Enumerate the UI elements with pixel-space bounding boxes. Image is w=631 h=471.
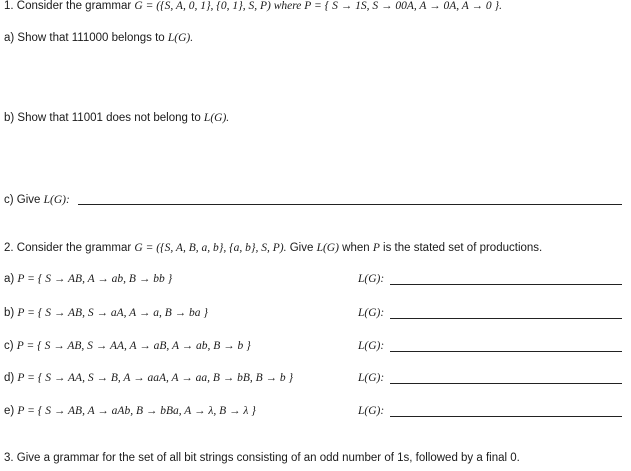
- q1-title-prefix: 1. Consider the grammar: [4, 0, 135, 12]
- q2-item-d: [4, 371, 293, 385]
- q2-item-c-label: c): [4, 340, 17, 352]
- q1-part-c-math: L(G):: [43, 194, 70, 206]
- q2-item-c-productions: P = { S → AB, S → AA, A → aB, A → ab, B → b }: [16, 340, 251, 352]
- q2-item-b-productions: P = { S → AB, S → aA, A → a, B → ba }: [17, 307, 208, 319]
- q2-title: [4, 241, 542, 255]
- q1-part-c: [4, 193, 70, 207]
- q1-grammar-definition: G = ({S, A, 0, 1}, {0, 1}, S, P) where P = { S → 1S, S → 00A, A → 0A, A → 0 }.: [134, 0, 502, 12]
- q2-title-prefix: 2. Consider the grammar: [4, 242, 135, 254]
- q2-item-c-answer-blank[interactable]: [390, 351, 622, 352]
- q1-part-a-text: a) Show that 111000 belongs to: [4, 32, 168, 44]
- q2-item-d-answer-blank[interactable]: [390, 383, 622, 384]
- q2-item-c-lg-label: L(G):: [358, 340, 385, 352]
- q2-title-p: P: [372, 242, 380, 254]
- q2-item-e-answer-blank[interactable]: [390, 416, 622, 417]
- q1-part-c-text: c) Give: [4, 194, 44, 206]
- q3-text: 3. Give a grammar for the set of all bit strings consisting of an odd number of 1s, followed by a final 0.: [4, 452, 520, 464]
- q2-title-suffix: is the stated set of productions.: [379, 242, 543, 254]
- q1-part-b: [4, 111, 229, 125]
- q2-title-mid: Give: [286, 242, 317, 254]
- q2-title-mid2: when: [338, 242, 373, 254]
- q1-part-b-math: L(G).: [203, 112, 230, 124]
- q2-item-a-label: a): [4, 273, 18, 285]
- q2-item-a: [4, 272, 172, 286]
- q2-item-b-label: b): [4, 307, 18, 319]
- q1-part-a-math: L(G).: [167, 32, 194, 44]
- q2-item-b-lg-label: L(G):: [358, 307, 385, 319]
- q2-item-d-productions: P = { S → AA, S → B, A → aaA, A → aa, B → bB, B → b }: [17, 372, 294, 384]
- q1-part-c-answer-blank[interactable]: [78, 204, 622, 205]
- q2-item-a-answer-blank[interactable]: [390, 284, 622, 285]
- q1-title: [4, 0, 502, 13]
- q2-item-a-lg-label: L(G):: [358, 273, 385, 285]
- q2-item-b-answer-blank[interactable]: [390, 318, 622, 319]
- q2-item-c: [4, 339, 251, 353]
- q2-item-a-productions: P = { S → AB, A → ab, B → bb }: [17, 273, 173, 285]
- q2-item-e-label: e): [4, 405, 18, 417]
- q2-item-d-label: d): [4, 372, 18, 384]
- q2-item-e-lg-label: L(G):: [358, 405, 385, 417]
- q2-item-b: [4, 306, 208, 320]
- q2-item-e-productions: P = { S → AB, A → aAb, B → bBa, A → λ, B → λ }: [17, 405, 256, 417]
- q2-title-lg: L(G): [316, 242, 339, 254]
- q1-part-a: [4, 31, 193, 45]
- q2-grammar-definition: G = ({S, A, B, a, b}, {a, b}, S, P).: [134, 242, 287, 254]
- q2-item-e: [4, 404, 256, 418]
- q2-item-d-lg-label: L(G):: [358, 372, 385, 384]
- q1-part-b-text: b) Show that 11001 does not belong to: [4, 112, 204, 124]
